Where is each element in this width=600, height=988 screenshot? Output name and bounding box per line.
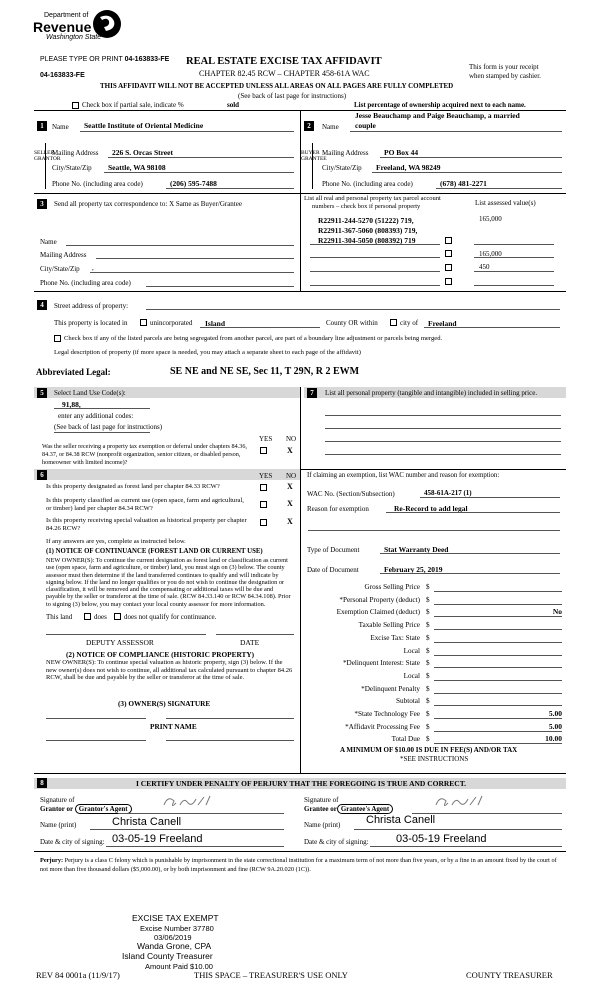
fee-underline xyxy=(434,642,562,643)
fee-value: No xyxy=(552,607,562,616)
stamp-date: 03/06/2019 xyxy=(154,933,192,942)
fee-label: *State Technology Fee xyxy=(354,710,420,718)
parcel-2: R22911-367-5060 (808393) 719, xyxy=(318,226,418,235)
city-of-checkbox[interactable] xyxy=(390,319,397,326)
stamp-excise-number: Excise Number 37780 xyxy=(140,924,214,933)
grantee-date-city: 03-05-19 Freeland xyxy=(396,833,487,845)
parcel-5-personal-checkbox[interactable] xyxy=(445,264,452,271)
buyer-mailing: PO Box 44 xyxy=(384,148,419,157)
grantee-label: Grantee or Grantee's Agent xyxy=(304,805,393,813)
grantee-print-name: Christa Canell xyxy=(366,814,436,826)
parcel-3-personal-checkbox[interactable] xyxy=(445,237,452,244)
notice-continuance-body: NEW OWNER(S): To continue the current designation as forest land or classification as current use (open space, farm and agriculture, or timber) land, you must sign on (3) below. The county assessor must then determine if the land transferred continues to qualify and will indicate by signing below. If the land no longer qualifies or you do not wish to continue the designation or classification, it will be removed and the compensating or additional taxes will be due and payable by the seller or transferor at the time of sale. (RCW 84.33.140 or RCW 84.34.108). Prior to signing (3) below, you may contact your local county assessor for more information. xyxy=(46,557,291,608)
wac-label: WAC No. (Section/Subsection) xyxy=(307,490,395,498)
reason-label: Reason for exemption xyxy=(307,505,369,513)
parcel-4-personal-checkbox[interactable] xyxy=(445,250,452,257)
segregated-label: Check box if any of the listed parcels are being segregated from another parcel, are part of a boundary line adjustment or parcels being merged. xyxy=(64,335,443,342)
revenue-text: Revenue xyxy=(33,19,92,35)
fee-value: 10.00 xyxy=(545,734,562,743)
segregated-checkbox[interactable] xyxy=(54,335,61,342)
reason-value: Re-Record to add legal xyxy=(394,504,468,513)
s6-no-header: NO xyxy=(286,472,297,480)
deputy-date-label: DATE xyxy=(240,638,260,647)
county-treasurer-label: COUNTY TREASURER xyxy=(466,970,553,980)
exemption-no-mark: X xyxy=(287,446,293,455)
historic-yes-checkbox[interactable] xyxy=(260,519,267,526)
county-value: Island xyxy=(205,319,226,328)
buyer-side-label: BUYER GRANTEE xyxy=(301,150,327,162)
see-back-text: (See back of last page for instructions) xyxy=(238,92,347,100)
owner-signature-label: (3) OWNER(S) SIGNATURE xyxy=(118,699,211,708)
fee-label: *Personal Property (deduct) xyxy=(339,596,420,604)
stamp-exempt: EXCISE TAX EXEMPT xyxy=(132,913,219,923)
fee-currency: $ xyxy=(426,710,430,718)
fee-underline xyxy=(434,616,562,617)
this-land-label: This land xyxy=(46,613,73,621)
fee-label: Local xyxy=(403,672,420,680)
doc-date-label: Date of Document xyxy=(307,566,359,574)
grantor-sig-of-label: Signature of xyxy=(40,796,75,804)
fee-label: Local xyxy=(403,647,420,655)
partial-sale-checkbox[interactable] xyxy=(72,102,79,109)
land-use-code: 91,88, xyxy=(62,400,81,409)
seller-mailing-label: Mailing Address xyxy=(52,149,99,157)
fee-currency: $ xyxy=(426,685,430,693)
fee-label: *Delinquent Interest: State xyxy=(342,659,420,667)
see-instructions-note: *SEE INSTRUCTIONS xyxy=(400,755,469,763)
print-note: PLEASE TYPE OR PRINT 04-163833-FE xyxy=(40,56,170,63)
abbrev-legal-value: SE NE and NE SE, Sec 11, T 29N, R 2 EWM xyxy=(170,366,360,377)
city-value: Freeland xyxy=(428,319,457,328)
parcel-3: R22911-304-5050 (808392) 719 xyxy=(318,236,416,245)
fee-underline xyxy=(434,591,562,592)
notice-continuance-title: (1) NOTICE OF CONTINUANCE (FOREST LAND OR CURRENT USE) xyxy=(46,548,263,555)
doc-type-value: Stat Warranty Deed xyxy=(384,545,449,554)
grantor-signature-icon xyxy=(160,793,220,811)
parcel-header-2: numbers – check box if personal property xyxy=(312,203,421,210)
fee-currency: $ xyxy=(426,697,430,705)
s3-city-value: , xyxy=(92,264,94,272)
seller-name: Seattle Institute of Oriental Medicine xyxy=(84,121,204,130)
grantee-signature-icon xyxy=(432,793,492,811)
fee-underline xyxy=(434,743,562,744)
s5-no-header: NO xyxy=(286,435,297,443)
sold-label: sold xyxy=(227,101,240,109)
current-use-question: Is this property classified as current use (open space, farm and agricultural, or timber) land per chapter 84.34 RCW? xyxy=(46,497,244,512)
forest-land-question: Is this property designated as forest land per chapter 84.33 RCW? xyxy=(46,483,220,490)
fee-label: Excise Tax: State xyxy=(370,634,420,642)
fee-underline xyxy=(434,604,562,605)
notice-compliance-body: NEW OWNER(S): To continue special valuation as historic property, sign (3) below. If the new owner(s) does not wish to continue, all additional tax calculated pursuant to chapter 84.26 RCW, shall be due and payable by the seller or transferor at the time of sale. xyxy=(46,659,293,681)
unincorporated-label: unincorporated xyxy=(150,319,193,327)
fee-underline xyxy=(434,629,562,630)
grantor-agent-circled: Grantor's Agent xyxy=(75,804,132,814)
fee-underline xyxy=(434,667,562,668)
fee-underline xyxy=(434,693,562,694)
fee-underline xyxy=(434,705,562,706)
unincorporated-checkbox[interactable] xyxy=(140,319,147,326)
send-correspondence-label: Send all property tax correspondence to: X Same as Buyer/Grantee xyxy=(54,200,242,208)
receipt-note-1: This form is your receipt xyxy=(469,63,539,71)
fee-currency: $ xyxy=(426,608,430,616)
fee-label: Gross Selling Price xyxy=(364,583,420,591)
land-use-label: Select Land Use Code(s): xyxy=(54,389,126,397)
historic-no-mark: X xyxy=(287,517,293,526)
buyer-name-line1: Jesse Beauchamp and Paige Beauchamp, a married xyxy=(355,111,520,120)
seller-phone-label: Phone No. (including area code) xyxy=(52,180,143,188)
does-not-checkbox[interactable] xyxy=(114,613,121,620)
form-id: 04-163833-FE xyxy=(40,72,85,79)
s5-see-back: (See back of last page for instructions) xyxy=(54,423,163,431)
if-any-yes-note: If any answers are yes, complete as instructed below. xyxy=(46,538,186,545)
s3-mailing-label: Mailing Address xyxy=(40,251,87,259)
city-of-label: city of xyxy=(400,319,419,327)
fee-currency: $ xyxy=(426,596,430,604)
buyer-name-label: Name xyxy=(322,123,339,131)
does-label: does xyxy=(94,613,107,621)
assessed-value-3: 450 xyxy=(479,263,490,271)
buyer-mailing-label: Mailing Address xyxy=(322,149,369,157)
exemption-question: Was the seller receiving a property tax exemption or deferral under chapters 84.36, 84.37, or 84.38 RCW (nonprofit organization, senior citizen, or disabled person, homeowner with limited income)? xyxy=(42,443,247,466)
fee-label: *Affidavit Processing Fee xyxy=(345,723,420,731)
current-use-yes-checkbox[interactable] xyxy=(260,501,267,508)
grantee-agent-circled: Grantee's Agent xyxy=(337,804,393,814)
seller-city: Seattle, WA 98108 xyxy=(108,163,166,172)
assessed-value-2: 165,000 xyxy=(479,250,502,258)
doc-date-value: February 25, 2019 xyxy=(384,565,443,574)
s3-phone-label: Phone No. (including area code) xyxy=(40,279,131,287)
fee-currency: $ xyxy=(426,723,430,731)
seller-city-label: City/State/Zip xyxy=(52,164,92,172)
assessed-header: List assessed value(s) xyxy=(475,199,536,207)
fee-underline xyxy=(434,680,562,681)
abbrev-legal-label: Abbreviated Legal: xyxy=(36,367,111,377)
fee-label: Exemption Claimed (deduct) xyxy=(336,608,420,616)
located-in-label: This property is located in xyxy=(54,319,128,327)
dept-of-text: Department of xyxy=(44,12,89,19)
fee-currency: $ xyxy=(426,583,430,591)
grantor-name-print-label: Name (print) xyxy=(40,821,77,829)
fee-label: Taxable Selling Price xyxy=(358,621,420,629)
minimum-due-note: A MINIMUM OF $10.00 IS DUE IN FEE(S) AND/OR TAX xyxy=(340,746,518,754)
fee-value: 5.00 xyxy=(548,709,562,718)
section-5-number: 5 xyxy=(37,388,47,398)
certify-statement: I CERTIFY UNDER PENALTY OF PERJURY THAT THE FOREGOING IS TRUE AND CORRECT. xyxy=(136,779,467,788)
parcel-1: R22911-244-5270 (51222) 719, xyxy=(318,216,414,225)
fee-currency: $ xyxy=(426,735,430,743)
seller-side-label: SELLER GRANTOR xyxy=(34,150,61,162)
fee-currency: $ xyxy=(426,659,430,667)
section-2-number: 2 xyxy=(304,121,314,131)
doc-type-label: Type of Document xyxy=(307,546,360,554)
deputy-assessor-label: DEPUTY ASSESSOR xyxy=(86,638,154,647)
legal-desc-label: Legal description of property (if more space is needed, you may attach a separate sheet to each page of the affidavit) xyxy=(54,349,361,356)
fee-label: Subtotal xyxy=(396,697,420,705)
stamp-treasurer-name: Wanda Grone, CPA xyxy=(137,941,212,951)
receipt-note-2: when stamped by cashier. xyxy=(469,72,541,80)
grantor-date-city: 03-05-19 Freeland xyxy=(112,833,203,845)
section-3-number: 3 xyxy=(37,199,47,209)
partial-sale-label: Check box if partial sale, indicate % xyxy=(82,101,184,109)
fee-currency: $ xyxy=(426,634,430,642)
grantor-label: Grantor or Grantor's Agent xyxy=(40,805,132,813)
buyer-phone: (678) 481-2271 xyxy=(440,179,487,188)
additional-codes-label: enter any additional codes: xyxy=(58,412,134,420)
current-use-no-mark: X xyxy=(287,499,293,508)
fee-currency: $ xyxy=(426,621,430,629)
exemption-yes-checkbox[interactable] xyxy=(260,447,267,454)
form-title: REAL ESTATE EXCISE TAX AFFIDAVIT xyxy=(186,56,382,67)
section-6-number: 6 xyxy=(37,470,47,480)
warning-text: THIS AFFIDAVIT WILL NOT BE ACCEPTED UNLESS ALL AREAS ON ALL PAGES ARE FULLY COMPLETED xyxy=(100,82,454,90)
seller-phone: (206) 595-7488 xyxy=(170,179,217,188)
state-text: Washington State xyxy=(46,34,102,41)
form-revision: REV 84 0001a (11/9/17) xyxy=(36,970,120,980)
wac-value: 458-61A-217 (1) xyxy=(424,489,472,497)
historic-question: Is this property receiving special valuation as historical property per chapter 84.26 RCW? xyxy=(46,517,247,532)
forest-yes-checkbox[interactable] xyxy=(260,484,267,491)
buyer-phone-label: Phone No. (including area code) xyxy=(322,180,413,188)
buyer-city: Freeland, WA 98249 xyxy=(376,163,441,172)
stamp-amount: Amount Paid $10.00 xyxy=(145,962,213,971)
fee-currency: $ xyxy=(426,647,430,655)
treasurer-use-label: THIS SPACE – TREASURER'S USE ONLY xyxy=(194,970,348,980)
fee-label: Total Due xyxy=(391,735,420,743)
print-name-label: PRINT NAME xyxy=(150,722,197,731)
grantee-sig-of-label: Signature of xyxy=(304,796,339,804)
perjury-statement: Perjury: Perjury is a class C felony which is punishable by imprisonment in the state correctional institution for a maximum term of not more than five years, or by a fine in an amount fixed by the court of not more than five thousand dollars ($5,000.00), or by both imprisonment and fine (RCW 9A.20.020 (1C)). xyxy=(40,857,557,873)
claiming-exemption-label: If claiming an exemption, list WAC number and reason for exemption: xyxy=(307,472,500,479)
s3-city-label: City/State/Zip xyxy=(40,265,80,273)
personal-property-label: List all personal property (tangible and intangible) included in selling price. xyxy=(325,389,538,397)
fee-label: *Delinquent Penalty xyxy=(361,685,420,693)
does-checkbox[interactable] xyxy=(84,613,91,620)
list-pct-label: List percentage of ownership acquired next to each name. xyxy=(354,101,526,109)
assessed-value-1: 165,000 xyxy=(479,215,502,223)
buyer-name-line2: couple xyxy=(355,121,376,130)
fee-underline xyxy=(434,731,562,732)
forest-no-mark: X xyxy=(287,482,293,491)
county-or-label: County OR within xyxy=(326,319,378,327)
stamp-treasurer-title: Island County Treasurer xyxy=(122,951,213,961)
grantee-name-print-label: Name (print) xyxy=(304,821,341,829)
s6-yes-header: YES xyxy=(259,472,273,480)
fee-underline xyxy=(434,718,562,719)
fee-currency: $ xyxy=(426,672,430,680)
section-4-number: 4 xyxy=(37,300,47,310)
parcel-header-1: List all real and personal property tax parcel account xyxy=(304,195,441,202)
form-subtitle: CHAPTER 82.45 RCW – CHAPTER 458-61A WAC xyxy=(199,69,370,78)
parcel-6-personal-checkbox[interactable] xyxy=(445,278,452,285)
seller-mailing: 226 S. Orcas Street xyxy=(112,148,173,157)
grantor-print-name: Christa Canell xyxy=(112,816,182,828)
section-7-number: 7 xyxy=(307,388,317,398)
section-1-number: 1 xyxy=(37,121,47,131)
grantee-date-city-label: Date & city of signing: xyxy=(304,838,369,846)
s3-name-label: Name xyxy=(40,238,57,246)
s5-yes-header: YES xyxy=(259,435,273,443)
buyer-city-label: City/State/Zip xyxy=(322,164,362,172)
seller-name-label: Name xyxy=(52,123,69,131)
section-8-number: 8 xyxy=(37,778,47,788)
grantor-date-city-label: Date & city of signing: xyxy=(40,838,105,846)
fee-value: 5.00 xyxy=(548,722,562,731)
notice-compliance-title: (2) NOTICE OF COMPLIANCE (HISTORIC PROPERTY) xyxy=(66,650,255,659)
fee-underline xyxy=(434,655,562,656)
does-not-label: does not qualify for continuance. xyxy=(124,613,217,621)
street-address-label: Street address of property: xyxy=(54,302,129,310)
